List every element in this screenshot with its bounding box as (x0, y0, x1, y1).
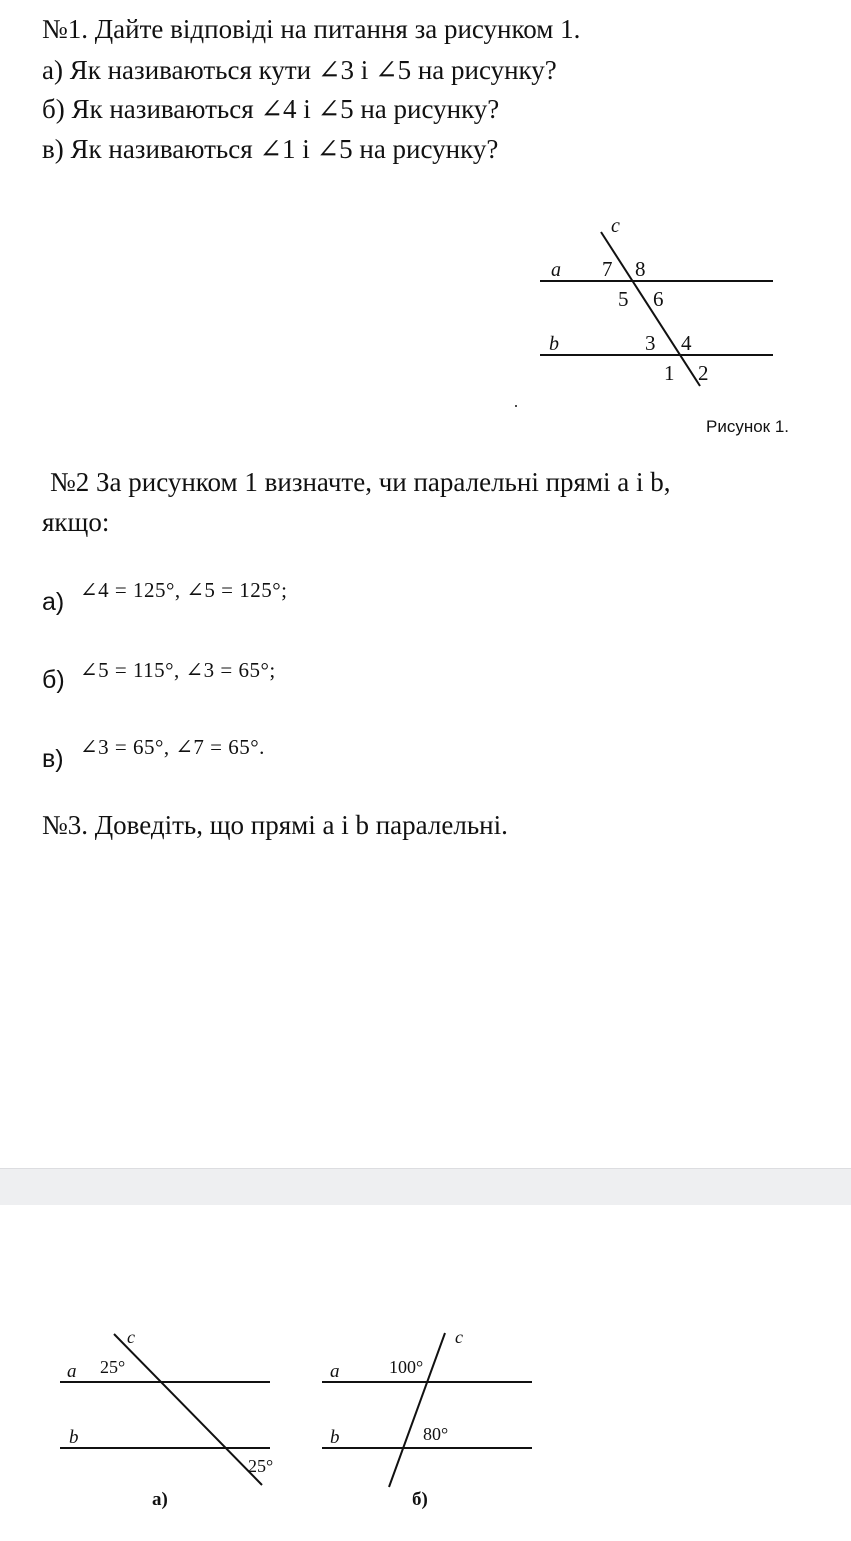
fig-b-angle-top: 100° (389, 1357, 424, 1377)
angle-2: 2 (698, 361, 709, 385)
fig-a-angle-top: 25° (100, 1357, 126, 1377)
label-b: b (549, 333, 559, 355)
angle-7: 7 (602, 257, 613, 281)
task1-question-c: в) Як називаються ∠1 і ∠5 на рисунку? (42, 134, 499, 164)
angle-6: 6 (653, 287, 664, 311)
fig-a-label-c: c (127, 1327, 135, 1347)
fig-b-label-a: a (330, 1361, 340, 1382)
fig-a-label-a: a (67, 1361, 77, 1382)
task2-option-a-letter: а) (42, 588, 65, 616)
angle-5: 5 (618, 287, 629, 311)
task1-question-a: а) Як називаються кути ∠3 і ∠5 на рисунку? (42, 55, 557, 85)
angle-1: 1 (664, 361, 675, 385)
figure-1-caption: Рисунок 1. (706, 417, 790, 436)
task2-option-b-expr: ∠5 = 115°, ∠3 = 65°; (80, 658, 276, 682)
angle-4: 4 (681, 331, 692, 355)
angle-3: 3 (645, 331, 656, 355)
fig-b-caption: б) (412, 1489, 428, 1510)
task2-title-line2: якщо: (42, 507, 110, 537)
fig-a-caption: а) (152, 1489, 168, 1510)
task2-option-c-expr: ∠3 = 65°, ∠7 = 65°. (80, 735, 265, 759)
fig-a-transversal-c (114, 1334, 262, 1485)
task2-option-c-letter: в) (42, 745, 64, 773)
task1-question-b: б) Як називаються ∠4 і ∠5 на рисунку? (42, 94, 500, 124)
task2-option-b-letter: б) (42, 666, 65, 694)
fig-b-label-b: b (330, 1427, 340, 1448)
fig-a-angle-bottom: 25° (248, 1456, 274, 1476)
fig-b-angle-bottom: 80° (423, 1424, 449, 1444)
task2-title-line1: №2 За рисунком 1 визначте, чи паралельні прямі а і b, (50, 467, 671, 497)
task2-option-a-expr: ∠4 = 125°, ∠5 = 125°; (80, 578, 288, 602)
task3-title: №3. Доведіть, що прямі а і b паралельні. (42, 810, 508, 840)
fig-b-label-c: c (455, 1327, 463, 1347)
fig-a-label-b: b (69, 1427, 79, 1448)
label-a: a (551, 259, 561, 281)
task1-title: №1. Дайте відповіді на питання за рисунком 1. (42, 14, 581, 44)
label-c: c (611, 215, 620, 237)
angle-8: 8 (635, 257, 646, 281)
